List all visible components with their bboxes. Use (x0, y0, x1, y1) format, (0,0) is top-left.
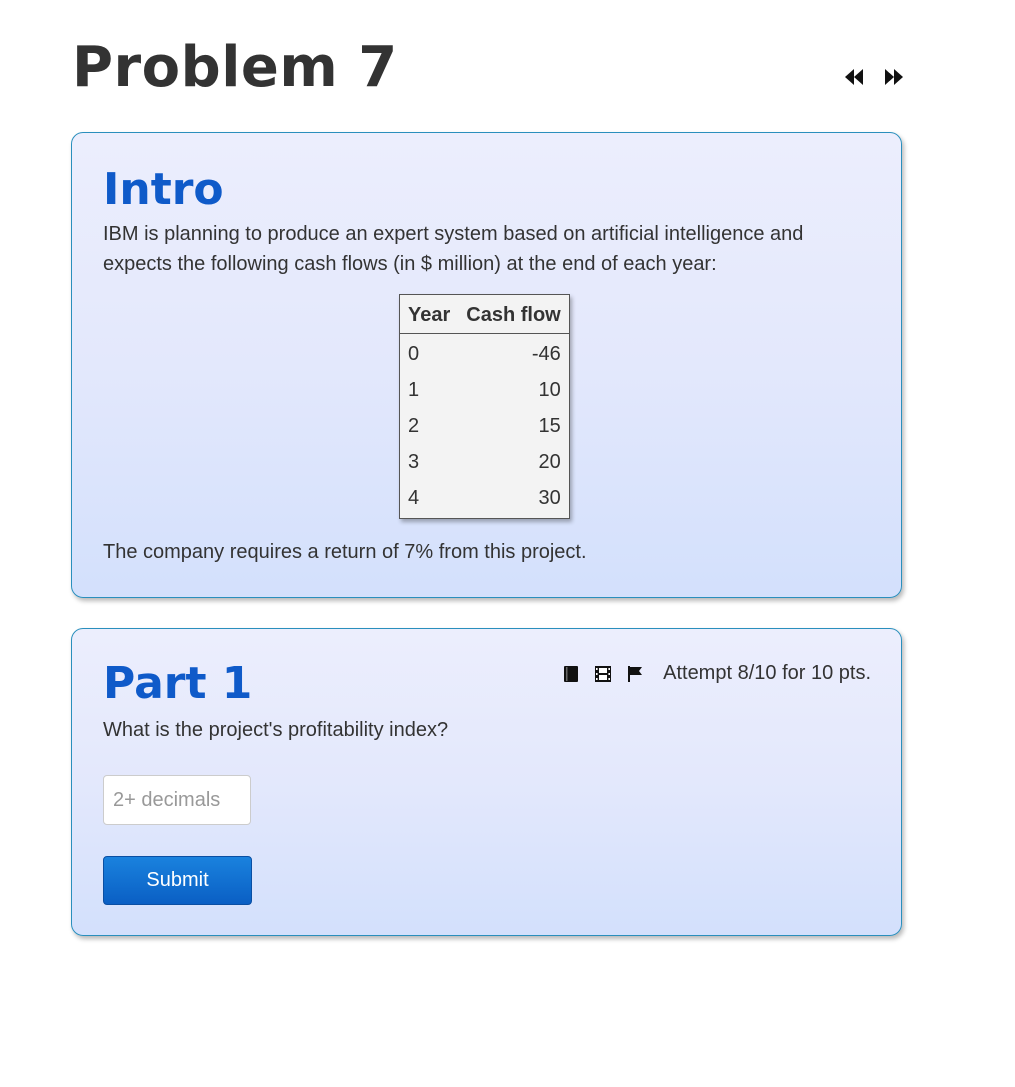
cash-flow-cell: -46 (531, 343, 561, 365)
page-title: Problem 7 (72, 35, 398, 100)
cash-flow-cell: 30 (538, 487, 561, 509)
year-cell: 0 (408, 343, 420, 365)
cash-flow-cell: 20 (538, 451, 561, 473)
table-row (400, 480, 570, 519)
book-icon[interactable] (561, 664, 581, 684)
year-cell: 4 (408, 487, 420, 509)
table-header-row (400, 295, 570, 334)
cash-flow-cell: 15 (538, 415, 561, 437)
cash-flow-table (399, 294, 570, 519)
cash-flow-cell: 10 (538, 379, 561, 401)
intro-text: IBM is planning to produce an expert system based on artificial intelligence and expects the following cash flows (in $ million) at the end of each year: (103, 223, 804, 275)
table-row (400, 408, 570, 444)
year-cell: 3 (408, 451, 420, 473)
problem-navigation (844, 66, 904, 88)
rewind-icon[interactable] (844, 66, 864, 88)
attempt-counter: Attempt 8/10 for 10 pts. (663, 662, 871, 684)
column-header-cash-flow: Cash flow (458, 295, 569, 334)
part-1-card (71, 628, 902, 936)
fast-forward-icon[interactable] (884, 66, 904, 88)
answer-input[interactable] (103, 775, 251, 825)
table-row (400, 334, 570, 373)
required-return-text: The company requires a return of 7% from this project. (103, 541, 587, 563)
intro-heading: Intro (103, 164, 224, 215)
column-header-year: Year (400, 295, 459, 334)
film-icon[interactable] (593, 664, 613, 684)
intro-card (71, 132, 902, 598)
submit-button[interactable]: Submit (103, 856, 252, 905)
year-cell: 1 (408, 379, 420, 401)
year-cell: 2 (408, 415, 420, 437)
flag-icon[interactable] (625, 664, 645, 684)
table-row (400, 372, 570, 408)
part-1-heading: Part 1 (103, 658, 253, 709)
question-text: What is the project's profitability index? (103, 719, 449, 741)
table-row (400, 444, 570, 480)
part-toolbar (561, 662, 871, 685)
